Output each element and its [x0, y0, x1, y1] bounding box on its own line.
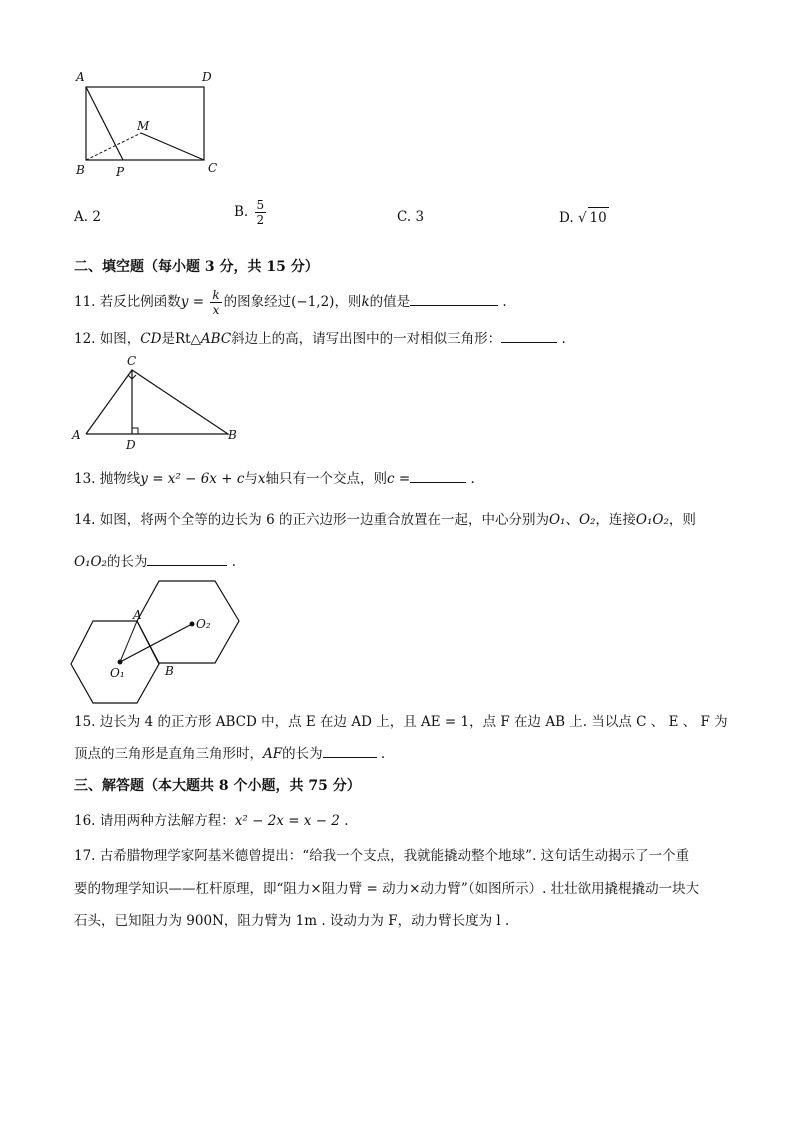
option-value: 2	[92, 209, 101, 225]
text: 轴只有一个交点，则	[265, 471, 388, 487]
equation: x² − 2x = x − 2	[234, 813, 340, 829]
answer-blank	[147, 551, 227, 566]
question-number: 16.	[74, 813, 96, 829]
triangle-figure	[68, 350, 248, 452]
period: .	[380, 746, 386, 762]
text: ，则	[334, 294, 362, 310]
option-c	[397, 207, 424, 227]
hexagon-1	[71, 621, 159, 703]
question-12	[74, 328, 566, 349]
answer-blank	[410, 468, 466, 483]
segment-o1o2: O₁O₂	[635, 512, 669, 528]
label-b: B	[165, 664, 174, 678]
text: 的长为	[282, 746, 323, 762]
period: .	[470, 471, 475, 487]
question-15-line2	[74, 743, 385, 764]
right-angle-mark-d	[132, 428, 138, 434]
question-15-line1	[74, 712, 728, 732]
question-17-line1	[74, 846, 689, 866]
var-x: x	[257, 471, 266, 487]
period: .	[344, 813, 349, 829]
text: 的图象经过	[223, 294, 292, 310]
label-d: D	[202, 70, 212, 84]
rt-triangle: Rt△	[174, 331, 201, 347]
denominator: 2	[256, 213, 265, 227]
label-o2: O₂	[196, 617, 211, 631]
text: 顶点的三角形是直角三角形时，	[74, 746, 263, 762]
segment-bm-dashed	[86, 133, 141, 160]
triangle-abc: ABC	[200, 331, 232, 347]
denominator: x	[212, 303, 220, 317]
option-letter: A.	[74, 209, 89, 225]
text: 边长为 4 的正方形 ABCD 中，点 E 在边 AD 上，且 AE = 1，点 F 在边 AB 上. 当以点 C 、 E 、 F 为	[99, 714, 728, 730]
hexagon-figure	[66, 576, 246, 706]
period: .	[231, 554, 237, 570]
segment-cd: CD	[140, 331, 162, 347]
question-14-line2	[74, 551, 236, 572]
label-o1: O₁	[110, 666, 125, 680]
var-y: y	[180, 294, 189, 310]
expression: y = x² − 6x + c	[140, 471, 245, 487]
text: 若反比例函数	[99, 294, 181, 310]
triangle-abc	[86, 370, 228, 434]
numerator: k	[212, 288, 220, 302]
segment-af: AF	[263, 746, 283, 762]
equals: =	[192, 294, 205, 310]
hexagon-2	[137, 581, 239, 663]
text: 的值是	[369, 294, 411, 310]
question-13	[74, 468, 475, 489]
text: ，则	[668, 512, 696, 528]
label-c: C	[127, 354, 137, 368]
question-number: 12.	[74, 331, 96, 347]
numerator: 5	[256, 198, 265, 212]
question-14-line1	[74, 510, 696, 530]
label-p: P	[116, 165, 125, 179]
section-3-title: 三、解答题（本大题共 8 个小题，共 75 分）	[74, 778, 361, 794]
label-a: A	[76, 70, 85, 84]
label-d: D	[126, 438, 136, 452]
question-number: 14.	[74, 512, 96, 528]
var-o1: O₁	[548, 512, 566, 528]
text: 的长为	[106, 554, 148, 570]
question-number: 11.	[74, 294, 96, 310]
answer-blank	[323, 743, 377, 758]
option-b	[234, 198, 268, 227]
point: (−1,2)	[291, 294, 335, 310]
point-o1	[118, 660, 123, 665]
point-o2	[190, 622, 195, 627]
label-b: B	[228, 428, 237, 442]
label-b: B	[76, 163, 85, 177]
option-value: 3	[415, 209, 425, 225]
rectangle-figure	[70, 66, 230, 181]
option-a	[74, 207, 101, 227]
label-m: M	[137, 119, 150, 133]
section-2-title: 二、填空题（每小题 3 分，共 15 分）	[74, 259, 319, 275]
sqrt-sign: √	[577, 210, 587, 226]
text: 如图，	[99, 331, 141, 347]
question-17-line2	[74, 879, 699, 899]
segment-mc	[141, 133, 204, 160]
text: 抛物线	[99, 471, 141, 487]
var-c: c =	[387, 471, 411, 487]
radicand: 10	[588, 207, 609, 228]
fraction	[255, 198, 267, 227]
option-letter: D.	[559, 210, 574, 226]
text: 要的物理学知识——杠杆原理，即“阻力×阻力臂 = 动力×动力臂”（如图所示）. 壮壮欲用撬棍撬动一块大	[74, 881, 700, 897]
question-11	[74, 288, 507, 317]
label-a: A	[133, 608, 142, 622]
option-letter: C.	[397, 209, 412, 225]
period: .	[561, 331, 566, 347]
label-c: C	[208, 161, 218, 175]
var-o2: O₂	[578, 512, 596, 528]
separator: 、	[565, 512, 579, 528]
question-16	[74, 811, 349, 831]
text: 是	[161, 331, 175, 347]
period: .	[502, 294, 507, 310]
option-d	[559, 207, 609, 228]
segment-ap	[86, 87, 123, 160]
label-a: A	[72, 428, 81, 442]
text: 斜边上的高，请写出图中的一对相似三角形：	[231, 331, 502, 347]
var-k: k	[361, 294, 370, 310]
answer-blank	[501, 328, 557, 343]
question-number: 15.	[74, 714, 96, 730]
option-letter: B.	[234, 204, 249, 220]
text: 请用两种方法解方程：	[99, 813, 235, 829]
text: 石头，已知阻力为 900N，阻力臂为 1m . 设动力为 F，动力臂长度为 l .	[74, 913, 510, 929]
text: 与	[244, 471, 258, 487]
text: 古希腊物理学家阿基米德曾提出：“给我一个支点，我就能撬动整个地球”. 这句话生动揭示了一个重	[99, 848, 690, 864]
segment-o1a	[120, 621, 137, 662]
segment-o1o2: O₁O₂	[74, 554, 107, 570]
fraction-k-over-x	[210, 288, 221, 317]
question-number: 13.	[74, 471, 96, 487]
question-number: 17.	[74, 848, 96, 864]
answer-blank	[410, 291, 498, 306]
question-17-line3	[74, 911, 509, 931]
text: ，连接	[595, 512, 636, 528]
text: 如图，将两个全等的边长为 6 的正六边形一边重合放置在一起，中心分别为	[99, 512, 549, 528]
